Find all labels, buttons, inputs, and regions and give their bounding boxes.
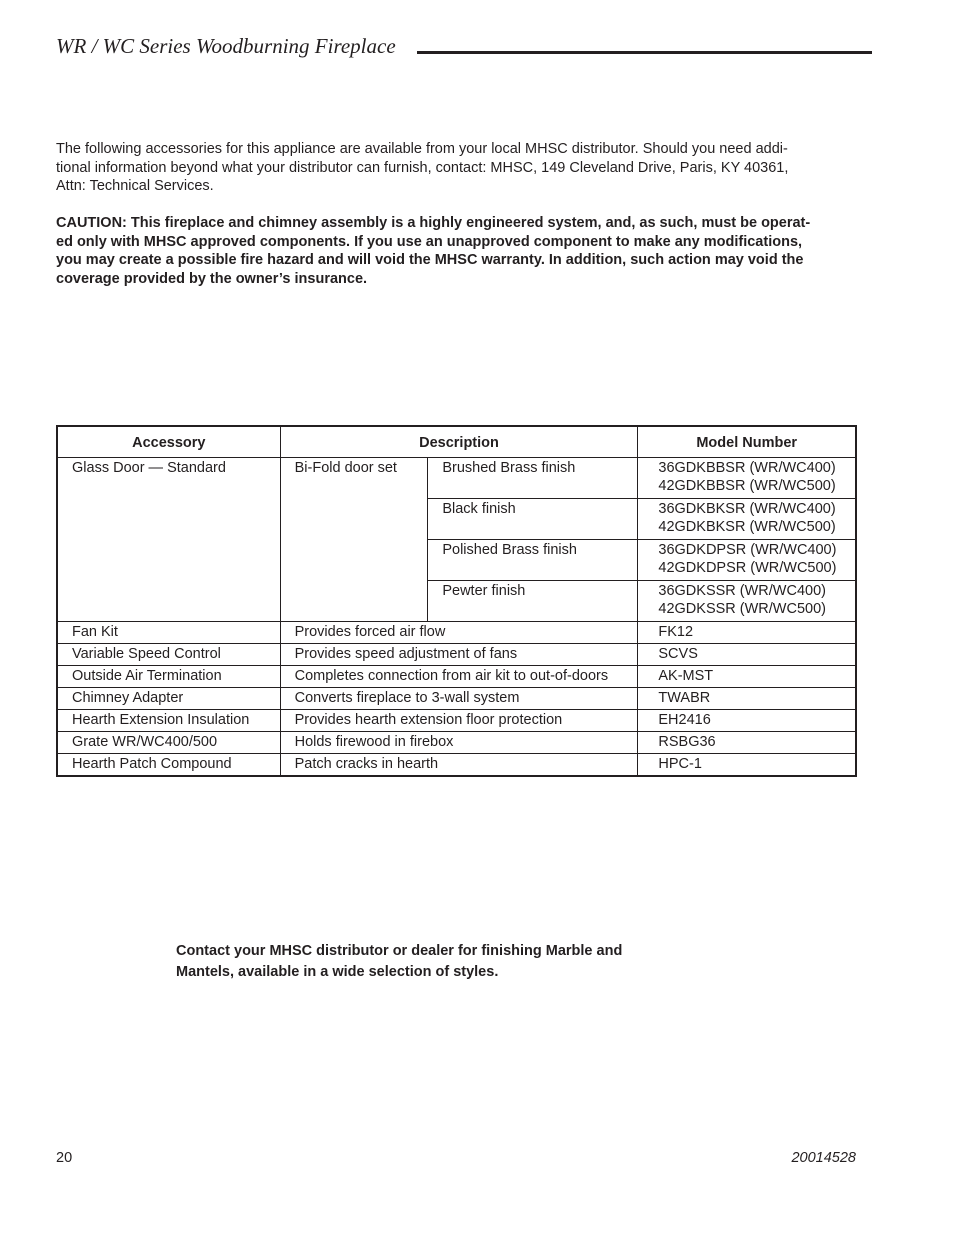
intro-paragraph [56, 140, 871, 196]
accessory-cell: Hearth Extension Insulation [57, 710, 280, 732]
mantels-note-line: Mantels, available in a wide selection of styles. [176, 964, 499, 980]
table-row [57, 622, 856, 644]
table-header-row [57, 426, 856, 458]
description-cell: Provides hearth extension floor protection [280, 710, 638, 732]
accessory-cell: Fan Kit [57, 622, 280, 644]
model-cell: RSBG36 [638, 732, 856, 754]
description-cell: Converts fireplace to 3-wall system [280, 688, 638, 710]
table-row [57, 710, 856, 732]
accessory-cell: Hearth Patch Compound [57, 754, 280, 777]
mantels-note-line: Contact your MHSC distributor or dealer for finishing Marble and [176, 943, 623, 959]
page-header-title: WR / WC Series Woodburning Fireplace [56, 34, 396, 58]
finish-cell: Black finish [428, 499, 638, 540]
model-cell: AK-MST [638, 666, 856, 688]
caution-line: CAUTION: This fireplace and chimney assembly is a highly engineered system, and, as such, must be operat- [56, 215, 811, 231]
finish-cell: Pewter finish [428, 581, 638, 622]
description-cell: Provides speed adjustment of fans [280, 644, 638, 666]
header-rule [417, 51, 872, 54]
finish-cell: Polished Brass finish [428, 540, 638, 581]
accessory-cell: Outside Air Termination [57, 666, 280, 688]
model-cell: 36GDKBBSR (WR/WC400) 42GDKBBSR (WR/WC500) [638, 458, 856, 499]
model-cell: 36GDKDPSR (WR/WC400) 42GDKDPSR (WR/WC500) [638, 540, 856, 581]
model-cell: FK12 [638, 622, 856, 644]
accessory-cell: Chimney Adapter [57, 688, 280, 710]
accessory-cell: Variable Speed Control [57, 644, 280, 666]
caution-paragraph [56, 214, 871, 288]
glass-door-type-cell: Bi-Fold door set [280, 458, 428, 622]
page-number: 20 [56, 1150, 73, 1166]
header-description: Description [280, 426, 638, 458]
model-cell: HPC-1 [638, 754, 856, 777]
caution-line: ed only with MHSC approved components. If you use an unapproved component to make any modifications, [56, 233, 803, 250]
caution-line: coverage provided by the owner’s insurance. [56, 270, 368, 287]
table-row [57, 732, 856, 754]
model-cell: EH2416 [638, 710, 856, 732]
caution-line: you may create a possible fire hazard and will void the MHSC warranty. In addition, such action may void the [56, 252, 804, 269]
table-row [57, 688, 856, 710]
intro-line: The following accessories for this appliance are available from your local MHSC distributor. Should you need addi- [56, 141, 788, 157]
intro-line: Attn: Technical Services. [56, 178, 214, 195]
description-cell: Patch cracks in hearth [280, 754, 638, 777]
mantels-note [176, 941, 622, 983]
model-cell: TWABR [638, 688, 856, 710]
accessory-cell: Grate WR/WC400/500 [57, 732, 280, 754]
table-row [57, 644, 856, 666]
intro-line: tional information beyond what your distributor can furnish, contact: MHSC, 149 Cleveland Drive, Paris, KY 40361, [56, 159, 789, 176]
accessories-table [56, 425, 857, 777]
model-cell: SCVS [638, 644, 856, 666]
table-row [57, 666, 856, 688]
description-cell: Holds firewood in firebox [280, 732, 638, 754]
glass-door-accessory-cell: Glass Door — Standard [57, 458, 280, 622]
document-number: 20014528 [791, 1150, 856, 1166]
table-row [57, 458, 856, 499]
header-model-number: Model Number [638, 426, 856, 458]
table-row [57, 754, 856, 777]
header-accessory: Accessory [57, 426, 280, 458]
model-cell: 36GDKBKSR (WR/WC400) 42GDKBKSR (WR/WC500) [638, 499, 856, 540]
model-cell: 36GDKSSR (WR/WC400) 42GDKSSR (WR/WC500) [638, 581, 856, 622]
description-cell: Provides forced air flow [280, 622, 638, 644]
finish-cell: Brushed Brass finish [428, 458, 638, 499]
description-cell: Completes connection from air kit to out-of-doors [280, 666, 638, 688]
